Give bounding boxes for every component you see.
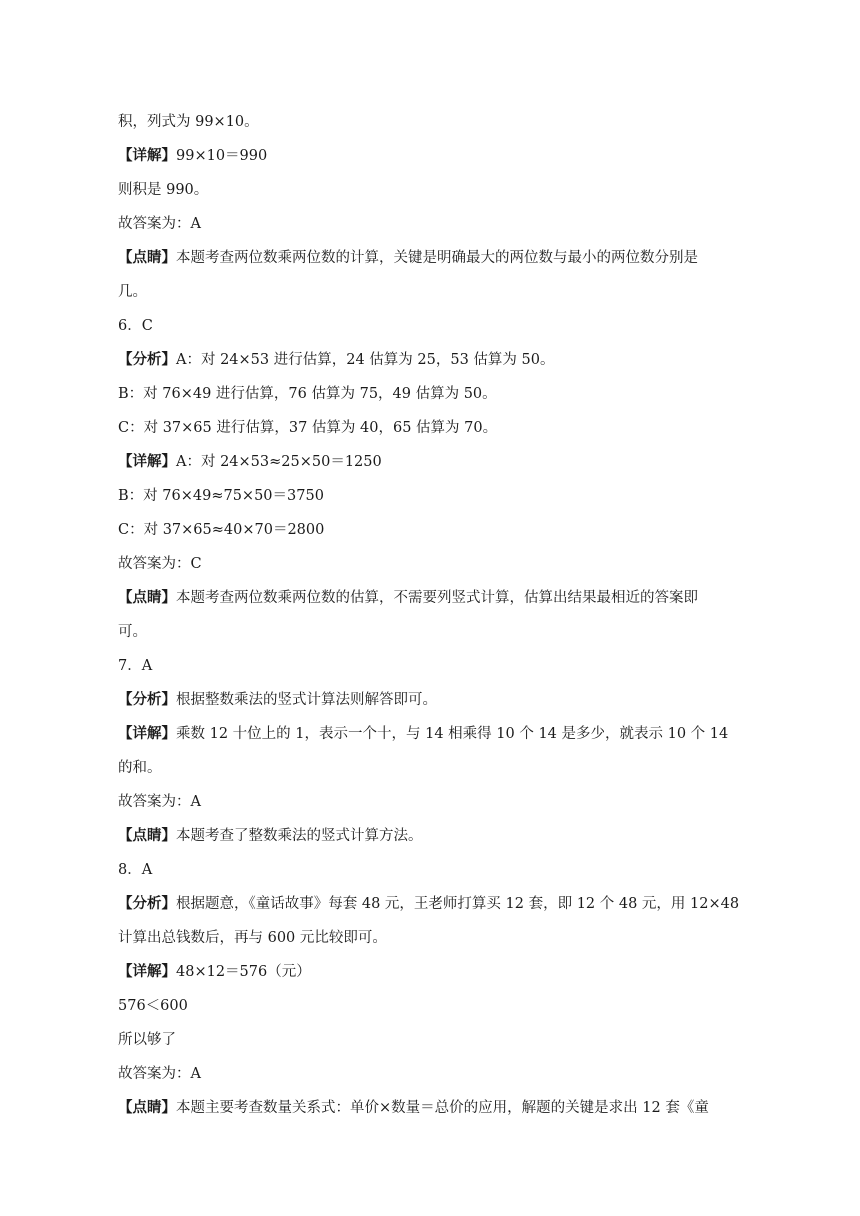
text-line: 则积是 990。 [118,182,209,198]
text-line: 【点睛】本题考查两位数乘两位数的计算，关键是明确最大的两位数与最小的两位数分别是 [118,249,698,266]
section-tag: 【详解】 [118,725,176,742]
section-tag: 【详解】 [118,147,176,164]
section-tag: 【点睛】 [118,589,176,606]
text-line: 积，列式为 99×10。 [118,114,259,130]
text-line: B：对 76×49 进行估算，76 估算为 75，49 估算为 50。 [118,386,497,402]
section-tag: 【分析】 [118,895,176,912]
text-line: 故答案为：A [118,794,201,810]
text-line: 故答案为：A [118,1066,201,1082]
text-line: 【分析】根据题意，《童话故事》每套 48 元，王老师打算买 12 套，即 12 个 48 元，用 12×48 [118,895,740,912]
section-tag: 【详解】 [118,453,176,470]
text-line: 可。 [118,624,147,640]
section-tag: 【点睛】 [118,249,176,266]
text-line: 【点睛】本题主要考查数量关系式：单价×数量＝总价的应用，解题的关键是求出 12 套《童 [118,1099,709,1116]
text-line: 故答案为：A [118,216,201,232]
question-number: 8．A [118,862,153,878]
text-line: 【详解】99×10＝990 [118,147,268,164]
text-line: 计算出总钱数后，再与 600 元比较即可。 [118,930,387,946]
text-line: 【详解】乘数 12 十位上的 1，表示一个十，与 14 相乘得 10 个 14 是多少，就表示 10 个 14 [118,725,729,742]
section-tag: 【点睛】 [118,1099,176,1116]
text-line: 【详解】A：对 24×53≈25×50＝1250 [118,453,382,470]
section-tag: 【分析】 [118,351,176,368]
text-line: 所以够了 [118,1032,176,1048]
text-line: B：对 76×49≈75×50＝3750 [118,488,324,504]
section-tag: 【详解】 [118,963,176,980]
text-line: 【点睛】本题考查两位数乘两位数的估算，不需要列竖式计算，估算出结果最相近的答案即 [118,589,698,606]
section-tag: 【分析】 [118,691,176,708]
text-line: 576＜600 [118,998,188,1014]
text-line: 故答案为：C [118,556,202,572]
text-line: C：对 37×65 进行估算，37 估算为 40，65 估算为 70。 [118,420,498,436]
text-line: 【分析】根据整数乘法的竖式计算法则解答即可。 [118,691,437,708]
section-tag: 【点睛】 [118,827,176,844]
text-line: 的和。 [118,760,162,776]
question-number: 6．C [118,318,153,334]
question-number: 7．A [118,658,153,674]
text-line: C：对 37×65≈40×70＝2800 [118,522,325,538]
text-line: 几。 [118,284,147,300]
text-line: 【详解】48×12＝576（元） [118,963,311,980]
text-line: 【点睛】本题考查了整数乘法的竖式计算方法。 [118,827,423,844]
text-line: 【分析】A：对 24×53 进行估算，24 估算为 25，53 估算为 50。 [118,351,555,368]
